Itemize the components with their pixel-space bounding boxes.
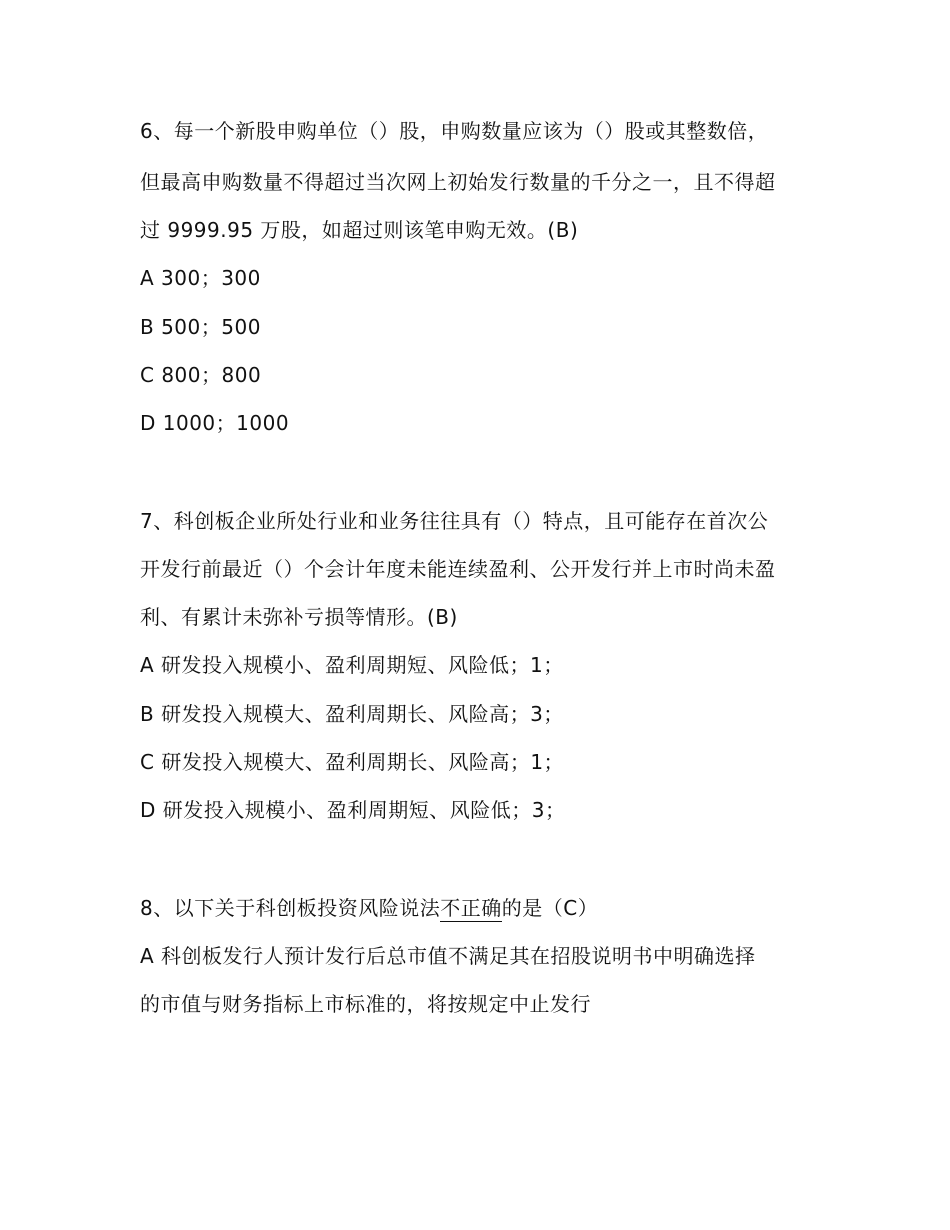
q7-option-c: C 研发投入规模大、盈利周期长、风险高；1； — [140, 750, 565, 774]
q6-option-a: A 300；300 — [140, 266, 261, 290]
q8-option-a-line-2: 的市值与财务指标上市标准的，将按规定中止发行 — [140, 992, 591, 1016]
q8-stem-prefix: 8、以下关于科创板投资风险说法 — [140, 896, 441, 920]
q6-stem-line-2: 但最高申购数量不得超过当次网上初始发行数量的千分之一，且不得超 — [140, 170, 776, 194]
q6-option-b: B 500；500 — [140, 315, 261, 339]
q8-stem — [140, 896, 598, 920]
q8-stem-underlined: 不正确 — [440, 896, 502, 920]
q7-stem-line-2: 开发行前最近（）个会计年度未能连续盈利、公开发行并上市时尚未盈 — [140, 557, 776, 581]
q6-option-d: D 1000；1000 — [140, 411, 290, 435]
q6-option-c: C 800；800 — [140, 363, 262, 387]
q7-option-a: A 研发投入规模小、盈利周期短、风险低；1； — [140, 653, 564, 677]
q6-stem-line-1: 6、每一个新股申购单位（）股，申购数量应该为（）股或其整数倍， — [140, 119, 769, 143]
q7-option-b: B 研发投入规模大、盈利周期长、风险高；3； — [140, 702, 564, 726]
q7-stem-line-3: 利、有累计未弥补亏损等情形。(B) — [140, 605, 458, 629]
q6-stem-line-3: 过 9999.95 万股，如超过则该笔申购无效。(B) — [140, 218, 579, 242]
q7-option-d: D 研发投入规模小、盈利周期短、风险低；3； — [140, 798, 566, 822]
q8-stem-suffix: 的是（C） — [501, 896, 599, 920]
q7-stem-line-1: 7、科创板企业所处行业和业务往往具有（）特点，且可能存在首次公 — [140, 509, 769, 533]
q8-option-a-line-1: A 科创板发行人预计发行后总市值不满足其在招股说明书中明确选择 — [140, 944, 756, 968]
